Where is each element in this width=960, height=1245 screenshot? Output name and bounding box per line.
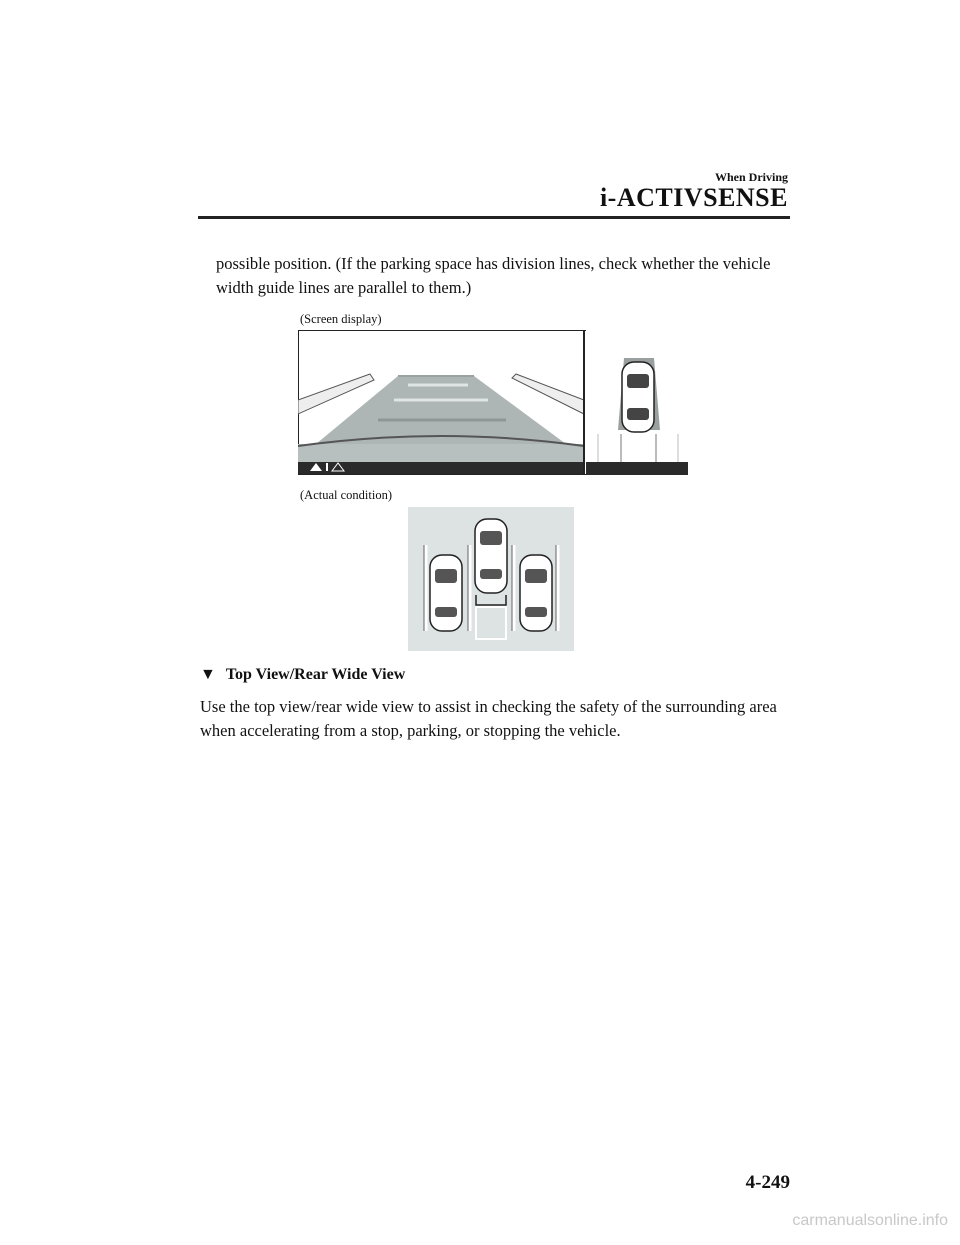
top-view-panel [586,330,688,475]
header-divider [198,216,790,219]
actual-condition-caption: (Actual condition) [300,488,392,502]
body-paragraph: Use the top view/rear wide view to assist in checking the safety of the surrounding area when accelerating from a stop, parking, or stopping the vehicle. [200,697,777,740]
right-parked-car [520,555,552,631]
screen-display-illustration [298,330,688,475]
continued-paragraph: possible position. (If the parking space has division lines, check whether the vehicle width guide lines are parallel to them.) [216,254,771,297]
subsection-marker: ▼ [200,666,216,683]
header-section-label: When Driving [714,170,788,184]
actual-condition-illustration [408,507,574,651]
watermark[interactable]: carmanualsonline.info [792,1212,948,1229]
subsection-title: Top View/Rear Wide View [225,666,406,683]
page-number: 4-249 [745,1172,790,1193]
subsection-heading [200,666,405,684]
screen-display-caption: (Screen display) [300,312,382,326]
header-chapter-title: i-ACTIVSENSE [599,183,788,212]
left-parked-car [430,555,462,631]
